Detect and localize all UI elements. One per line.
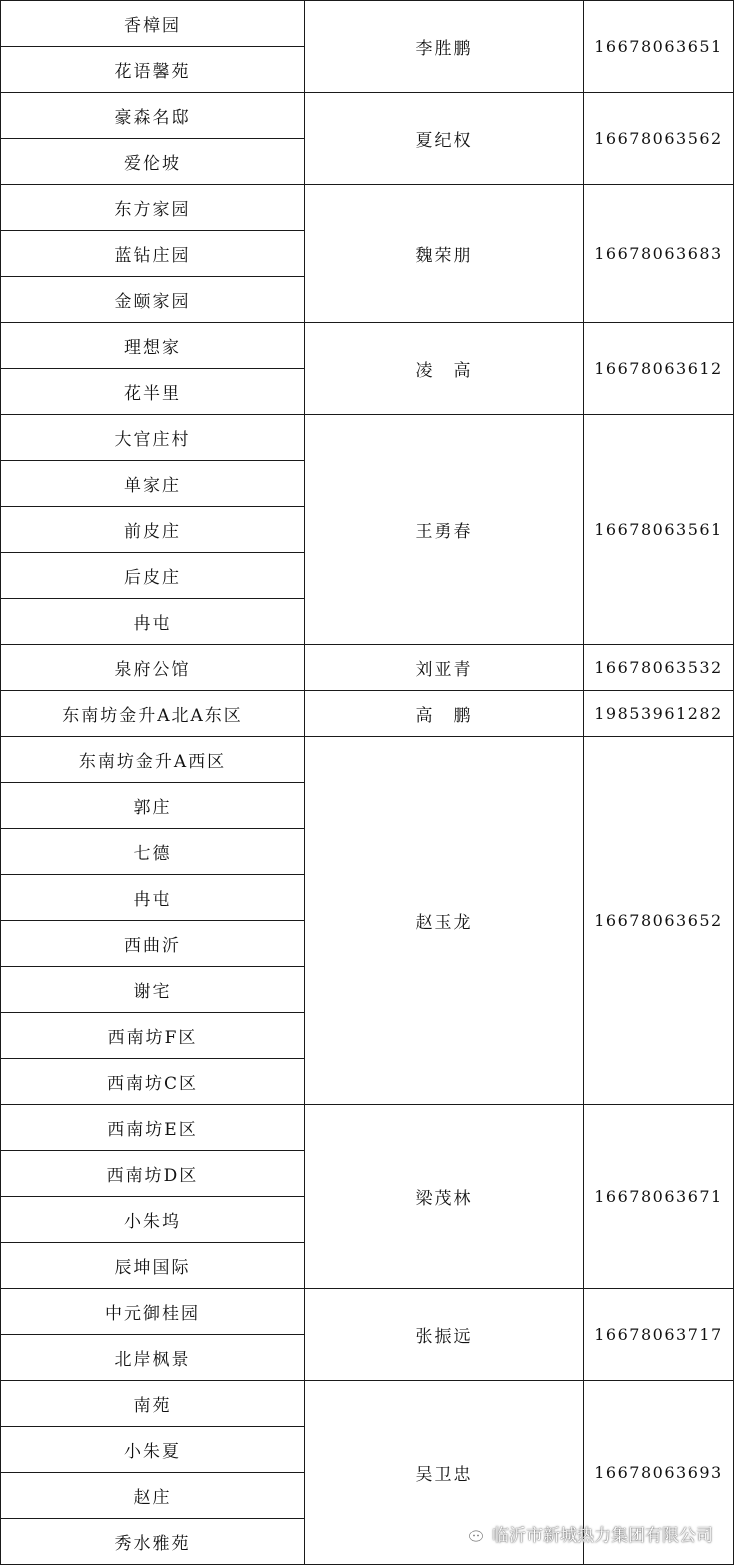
contact-name-cell: 梁茂林 (305, 1105, 584, 1289)
table-row (1, 415, 734, 461)
table-row (1, 93, 734, 139)
contact-name-cell: 王勇春 (305, 415, 584, 645)
area-cell: 东方家园 (1, 185, 305, 231)
area-cell: 金颐家园 (1, 277, 305, 323)
phone-cell: 16678063717 (584, 1289, 734, 1381)
area-cell: 谢宅 (1, 967, 305, 1013)
table-row (1, 323, 734, 369)
area-cell: 小朱坞 (1, 1197, 305, 1243)
area-cell: 七德 (1, 829, 305, 875)
area-cell: 西南坊E区 (1, 1105, 305, 1151)
area-cell: 前皮庄 (1, 507, 305, 553)
area-cell: 香樟园 (1, 1, 305, 47)
area-cell: 花语馨苑 (1, 47, 305, 93)
table-row (1, 1289, 734, 1335)
area-cell: 单家庄 (1, 461, 305, 507)
phone-cell: 16678063693 (584, 1381, 734, 1565)
wechat-watermark (460, 1521, 713, 1546)
contact-name-cell: 吴卫忠 (305, 1381, 584, 1565)
contact-name-cell: 高 鹏 (305, 691, 584, 737)
area-cell: 花半里 (1, 369, 305, 415)
table-row (1, 691, 734, 737)
phone-cell: 16678063612 (584, 323, 734, 415)
contact-name-cell: 赵玉龙 (305, 737, 584, 1105)
contact-name-cell: 李胜鹏 (305, 1, 584, 93)
phone-cell: 16678063671 (584, 1105, 734, 1289)
area-cell: 东南坊金升A北A东区 (1, 691, 305, 737)
area-cell: 辰坤国际 (1, 1243, 305, 1289)
area-cell: 西南坊D区 (1, 1151, 305, 1197)
table-row (1, 1381, 734, 1427)
table-row (1, 185, 734, 231)
area-cell: 豪森名邸 (1, 93, 305, 139)
watermark-text: 临沂市新城热力集团有限公司 (492, 1526, 713, 1546)
area-cell: 赵庄 (1, 1473, 305, 1519)
area-cell: 郭庄 (1, 783, 305, 829)
phone-cell: 16678063562 (584, 93, 734, 185)
area-cell: 后皮庄 (1, 553, 305, 599)
phone-cell: 16678063561 (584, 415, 734, 645)
table-row (1, 1, 734, 47)
phone-cell: 16678063651 (584, 1, 734, 93)
table-row (1, 1105, 734, 1151)
area-cell: 小朱夏 (1, 1427, 305, 1473)
phone-cell: 16678063683 (584, 185, 734, 323)
area-cell: 北岸枫景 (1, 1335, 305, 1381)
contact-name-cell: 刘亚青 (305, 645, 584, 691)
area-cell: 西南坊C区 (1, 1059, 305, 1105)
area-cell: 冉屯 (1, 599, 305, 645)
contact-table-body (1, 1, 734, 1565)
area-cell: 爱伦坡 (1, 139, 305, 185)
contact-name-cell: 魏荣朋 (305, 185, 584, 323)
phone-cell: 19853961282 (584, 691, 734, 737)
phone-cell: 16678063652 (584, 737, 734, 1105)
contact-name-cell: 张振远 (305, 1289, 584, 1381)
area-cell: 理想家 (1, 323, 305, 369)
area-cell: 中元御桂园 (1, 1289, 305, 1335)
phone-cell: 16678063532 (584, 645, 734, 691)
area-cell: 西南坊F区 (1, 1013, 305, 1059)
contact-name-cell: 夏纪权 (305, 93, 584, 185)
area-cell: 大官庄村 (1, 415, 305, 461)
area-cell: 东南坊金升A西区 (1, 737, 305, 783)
area-cell: 南苑 (1, 1381, 305, 1427)
area-cell: 蓝钻庄园 (1, 231, 305, 277)
contact-name-cell: 凌 高 (305, 323, 584, 415)
area-cell: 冉屯 (1, 875, 305, 921)
area-cell: 泉府公馆 (1, 645, 305, 691)
area-cell: 西曲沂 (1, 921, 305, 967)
wechat-icon (460, 1524, 484, 1544)
table-row (1, 737, 734, 783)
table-row (1, 645, 734, 691)
area-cell: 秀水雅苑 (1, 1519, 305, 1565)
